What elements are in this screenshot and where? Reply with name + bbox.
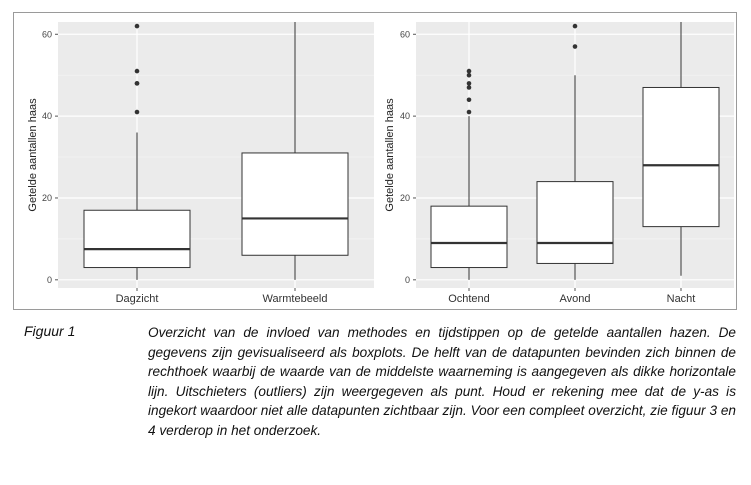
y-axis-label: Getelde aantallen haas <box>27 98 39 212</box>
outlier-point <box>467 81 472 86</box>
outlier-point <box>573 44 578 49</box>
box-iqr <box>84 210 190 267</box>
outlier-point <box>467 85 472 90</box>
x-tick-label: Warmtebeeld <box>262 293 328 305</box>
box-iqr <box>643 87 719 226</box>
x-tick-label: Ochtend <box>448 293 490 305</box>
box-iqr <box>242 153 348 255</box>
chart-panel-1 <box>27 22 374 305</box>
outlier-point <box>467 69 472 74</box>
outlier-point <box>135 69 140 74</box>
x-tick-label: Dagzicht <box>115 293 159 305</box>
outlier-point <box>467 73 472 78</box>
y-tick-label: 60 <box>399 29 410 40</box>
outlier-point <box>135 24 140 29</box>
box-iqr <box>537 182 613 264</box>
x-tick-label: Avond <box>559 293 591 305</box>
x-tick-label: Nacht <box>666 293 696 305</box>
y-axis-label: Getelde aantallen haas <box>384 98 396 212</box>
y-tick-label: 40 <box>399 111 410 122</box>
figure-caption-text: Overzicht van de invloed van methodes en tijdstippen op de getelde aantallen hazen. De gegevens zijn gevisualiseerd als boxplots. De helft van de datapunten bevinden zich binnen de rechthoek waarbij de waarde van de middelste waarneming is aangegeven als dikke horizontale lijn. Uitschieters (outliers) zijn weergegeven als punt. Houd er rekening mee dat de y-as is ingekort waardoor niet alle datapunten zichtbaar zijn. Voor een compleet overzicht, zie figuur 3 en 4 verderop in het onderzoek. <box>148 325 736 438</box>
y-tick-label: 20 <box>399 192 410 203</box>
y-tick-label: 60 <box>41 29 52 40</box>
outlier-point <box>135 81 140 86</box>
outlier-point <box>467 110 472 115</box>
y-tick-label: 0 <box>404 274 410 285</box>
y-tick-label: 20 <box>41 192 52 203</box>
figure-caption-label: Figuur 1 <box>24 323 76 339</box>
outlier-point <box>467 97 472 102</box>
chart-panel-2 <box>384 22 734 305</box>
y-tick-label: 40 <box>41 111 52 122</box>
outlier-point <box>135 110 140 115</box>
outlier-point <box>573 24 578 29</box>
y-tick-label: 0 <box>46 274 52 285</box>
box-iqr <box>431 206 507 267</box>
